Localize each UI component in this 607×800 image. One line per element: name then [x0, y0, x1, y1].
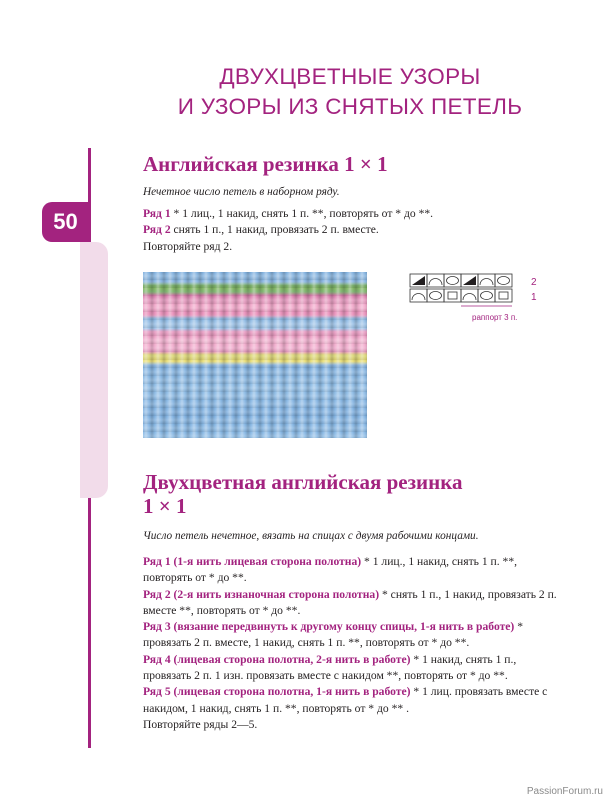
section2-row-4: Ряд 4 (лицевая сторона полотна, 2-я нить в работе) * 1 накид, снять 1 п., провязать 2 п. 1 изн. провязать вместе с накидом **, повторять от * до **. — [143, 652, 517, 683]
section2-row-2: Ряд 2 (2-я нить изнаночная сторона полотна) * снять 1 п., 1 накид, провязать 2 п. вместе **, повторять от * до **. — [143, 587, 557, 617]
section2-row-5: Ряд 5 (лицевая сторона полотна, 1-я нить в работе) * 1 лиц. провязать вместе с накидом, 1 накид, снять 1 п. **, повторять от * до ** . — [143, 685, 548, 715]
stitch-chart-grid — [406, 270, 531, 310]
chapter-title — [120, 62, 580, 122]
chart-row-2-label: 2 — [531, 277, 537, 288]
section2-row-3: Ряд 3 (вязание передвинуть к другому концу спицы, 1-я нить в работе) * провязать 2 п. вместе, 1 накид, снять 1 п. **, повторять от * до **. — [143, 620, 523, 650]
section2-title: Двухцветная английская резинка 1 × 1 — [143, 470, 463, 518]
section2-instructions — [143, 554, 561, 733]
section1-note: Нечетное число петель в наборном ряду. — [143, 186, 340, 198]
k2tog-symbol — [412, 276, 425, 285]
section1-title: Английская резинка 1 × 1 — [143, 152, 388, 176]
section2-repeat: Повторяйте ряды 2—5. — [143, 717, 258, 731]
stitch-chart — [406, 270, 566, 330]
watermark: PassionForum.ru — [526, 786, 603, 797]
chapter-title-line-2: И УЗОРЫ ИЗ СНЯТЫХ ПЕТЕЛЬ — [177, 94, 523, 119]
author-tab — [80, 242, 108, 498]
chart-rapport-label: раппорт 3 п. — [472, 313, 518, 322]
section1-repeat: Повторяйте ряд 2. — [143, 239, 233, 253]
section1-instructions — [143, 206, 563, 255]
chapter-title-line-1: ДВУХЦВЕТНЫЕ УЗОРЫ — [219, 64, 481, 89]
chart-row-1-label: 1 — [531, 292, 537, 303]
section1-row-2: Ряд 2 снять 1 п., 1 накид, провязать 2 п. вместе. — [143, 223, 379, 237]
knit-sample-photo — [143, 272, 367, 438]
page-number-badge: 50 — [42, 202, 89, 242]
section2-row-1: Ряд 1 (1-я нить лицевая сторона полотна) * 1 лиц., 1 накид, снять 1 п. **, повторять от * до **. — [143, 555, 518, 585]
section2-note: Число петель нечетное, вязать на спицах с двумя рабочими концами. — [143, 530, 479, 542]
section1-row-1: Ряд 1 * 1 лиц., 1 накид, снять 1 п. **, повторять от * до **. — [143, 207, 434, 220]
